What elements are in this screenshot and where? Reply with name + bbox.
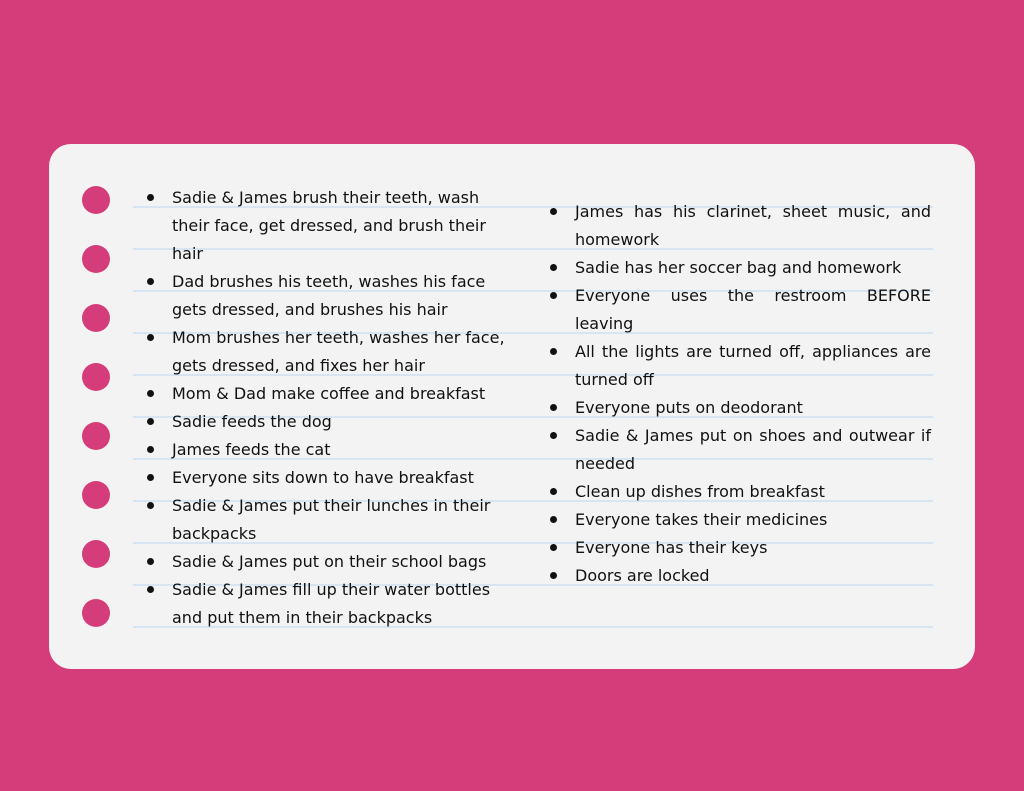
list-item: Clean up dishes from breakfast (548, 478, 931, 506)
list-item: Sadie & James fill up their water bottles and put them in their backpacks (145, 576, 505, 632)
list-item: Everyone has their keys (548, 534, 931, 562)
list-item: Sadie & James put on their school bags (145, 548, 505, 576)
list-item: James has his clarinet, sheet music, and homework (548, 198, 931, 254)
list-item: Sadie & James brush their teeth, wash their face, get dressed, and brush their hair (145, 184, 505, 268)
list-item: Everyone uses the restroom BEFORE leaving (548, 282, 931, 338)
list-item: All the lights are turned off, appliances are turned off (548, 338, 931, 394)
list-item: James feeds the cat (145, 436, 505, 464)
list-item: Sadie & James put their lunches in their backpacks (145, 492, 505, 548)
binder-hole (82, 540, 110, 568)
list-item: Everyone sits down to have breakfast (145, 464, 505, 492)
binder-hole (82, 422, 110, 450)
binder-hole (82, 245, 110, 273)
list-item: Everyone takes their medicines (548, 506, 931, 534)
binder-hole (82, 599, 110, 627)
right-checklist (548, 198, 931, 590)
list-item: Doors are locked (548, 562, 931, 590)
list-item: Everyone puts on deodorant (548, 394, 931, 422)
binder-hole (82, 363, 110, 391)
left-checklist (145, 184, 505, 632)
list-item: Mom brushes her teeth, washes her face, gets dressed, and fixes her hair (145, 324, 505, 380)
list-item: Dad brushes his teeth, washes his face gets dressed, and brushes his hair (145, 268, 505, 324)
list-item: Sadie & James put on shoes and outwear if needed (548, 422, 931, 478)
list-item: Sadie has her soccer bag and homework (548, 254, 931, 282)
notebook-card (49, 144, 975, 669)
binder-hole (82, 186, 110, 214)
binder-hole (82, 304, 110, 332)
binder-hole (82, 481, 110, 509)
list-item: Sadie feeds the dog (145, 408, 505, 436)
list-item: Mom & Dad make coffee and breakfast (145, 380, 505, 408)
